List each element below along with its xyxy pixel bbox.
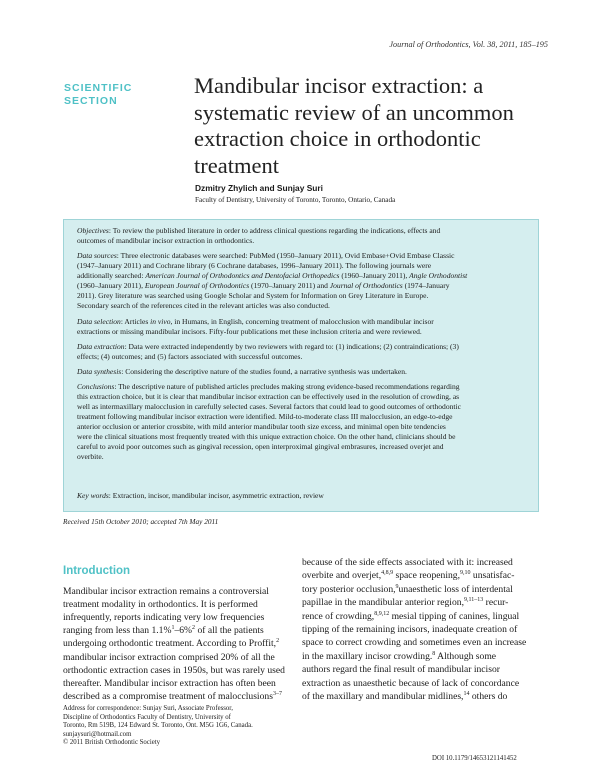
abstract-line: overbite. — [77, 452, 104, 461]
body-line: papillae in the mandibular anterior region,$^{9,11-13}$ recur- — [302, 596, 509, 608]
title-line: treatment — [194, 152, 279, 178]
received-dates: Received 15th October 2010; accepted 7th May 2011 — [63, 517, 219, 526]
body-line: space to correct crowding and sometimes even an increase — [302, 637, 527, 648]
section-label-line: SECTION — [64, 95, 118, 107]
body-line: described as a compromise treatment of malocclusions$^{3-7}$ — [63, 690, 282, 702]
footnote-line: Toronto, Rm 519B, 124 Edward St. Toronto, Ont. M5G 1G6, Canada. — [63, 722, 253, 730]
title-line: systematic review of an uncommon — [194, 99, 514, 125]
journal-citation: Journal of Orthodontics, Vol. 38, 2011, 185–195 — [389, 40, 548, 49]
article-title — [194, 73, 554, 179]
section-label-line: SCIENTIFIC — [64, 82, 133, 94]
abstract-line: Data sources: Three electronic databases were searched: PubMed (1950–January 2011), Ovid Embase+Ovid Embase Classic — [77, 251, 455, 260]
body-line: of the maxillary and mandibular midlines,$^{14}$ others do — [302, 690, 508, 702]
copyright: © 2011 British Orthodontic Society — [63, 739, 161, 747]
body-line: authors regard the final result of mandibular incisor — [302, 664, 500, 675]
body-line: Mandibular incisor extraction remains a controversial — [63, 586, 269, 597]
abstract-line: Data selection: Articles in vivo, in Humans, in English, concerning treatment of malocclusion with mandibular incisor — [77, 317, 434, 326]
abstract-line: Data extraction: Data were extracted independently by two reviewers with regard to: (1) indications; (2) contraindications; (3) — [77, 342, 459, 351]
abstract-line: well as intermaxillary malocclusion in carefully selected cases. Several factors that could lead to good outcomes of orthodontic — [77, 402, 461, 411]
footnote-email: sunjaysuri@hotmail.com — [63, 730, 132, 738]
title-line: extraction choice in orthodontic — [194, 126, 481, 151]
authors: Dzmitry Zhylich and Sunjay Suri — [195, 183, 323, 193]
body-line: in the maxillary incisor crowding.$^8$ Although some — [302, 650, 497, 662]
body-line: tipping of the remaining incisors, inadequate creation of — [302, 624, 518, 635]
body-line: overbite and overjet,$^{4,8,9}$ space reopening,$^{9,10}$ unsatisfac- — [302, 569, 515, 581]
abstract-line: anterior occlusion or anterior crossbite, with mild anterior mandibular tooth size excess, and minimal open bite tendencies — [77, 422, 446, 431]
body-line: extraction as unaesthetic because of lack of concordance — [302, 678, 520, 689]
abstract-line: additionally searched: American Journal of Orthodontics and Dentofacial Orthopedics (1960–January 2011), Angle Orthodontist — [77, 271, 468, 280]
footnote-line: Discipline of Orthodontics Faculty of Dentistry, University of — [63, 713, 231, 721]
abstract-keywords: Key words: Extraction, incisor, mandibular incisor, asymmetric extraction, review — [77, 491, 324, 500]
abstract-line: extractions or missing mandibular incisors. Fifty-four publications met these inclusion criteria and were reviewed. — [77, 327, 422, 336]
body-line: thereafter. Mandibular incisor extraction has often been — [63, 678, 276, 689]
body-line: mandibular incisor extraction comprised 20% of all the — [63, 652, 275, 663]
body-line: because of the side effects associated with it: increased — [302, 557, 513, 568]
abstract-line: 2011). Grey literature was searched using Google Scholar and System for Information on Grey Literature in Europe. — [77, 291, 429, 300]
abstract-line: Conclusions: The descriptive nature of published articles precludes making strong evidence-based recommendations regarding — [77, 382, 460, 391]
abstract-line: careful to avoid poor outcomes such as gingival recession, open interproximal gingival embrasures, increased overjet and — [77, 442, 444, 451]
affiliation: Faculty of Dentistry, University of Toronto, Toronto, Ontario, Canada — [195, 196, 396, 204]
abstract-line: (1960–January 2011), European Journal of Orthodontics (1970–January 2011) and Journal of Orthodontics (1974–January — [77, 281, 450, 290]
body-line: infrequently, reports indicating very low frequencies — [63, 612, 265, 623]
abstract-line: outcomes of mandibular incisor extraction in orthodontics. — [77, 236, 255, 245]
abstract-line: Data synthesis: Considering the descriptive nature of the studies found, a narrative synthesis was undertaken. — [77, 367, 407, 376]
body-line: undergoing orthodontic treatment. According to Proffit,$^2$ — [63, 637, 280, 649]
abstract-line: Objectives: To review the published literature in order to address clinical questions regarding the indications, effects and — [77, 226, 441, 235]
footnote-line: Address for correspondence: Sunjay Suri, Associate Professor, — [63, 705, 233, 712]
body-line: ranging from less than 1.1%$^1$–6%$^2$ of all the patients — [63, 624, 264, 636]
body-line: orthodontic extraction cases in 1950s, but was rarely used — [63, 665, 285, 676]
body-line: treatment modality in orthodontics. It is performed — [63, 599, 258, 610]
abstract-line: were the clinical situations most frequently treated with this unique extraction choice. On the other hand, clinicians should be — [77, 432, 456, 441]
abstract-line: this extraction choice, but it is clear that mandibular incisor extraction can be effectively used in the resolution of crowding, as — [77, 392, 460, 401]
body-line: rence of crowding,$^{8,9,12}$ mesial tipping of canines, lingual — [302, 610, 520, 622]
doi: DOI 10.1179/14653121141452 — [432, 755, 517, 762]
section-heading: Introduction — [63, 565, 131, 577]
body-line: tory posterior occlusion,$^9$unaesthetic loss of interdental — [302, 583, 513, 595]
abstract-line: (1947–January 2011) and Cochrane library (6 Cochrane databases, 1996–January 2011). The following journals were — [77, 261, 432, 270]
correspondence-footnote — [63, 705, 253, 748]
abstract-line: effects; (4) outcomes; and (5) factors associated with successful outcomes. — [77, 352, 303, 361]
title-line: Mandibular incisor extraction: a — [194, 73, 484, 98]
section-label — [64, 82, 174, 108]
abstract-box — [63, 219, 539, 512]
abstract-line: Secondary search of the references cited in the relevant articles was also conducted. — [77, 301, 330, 310]
abstract-line: treatment following mandibular incisor extraction were identified. Mild-to-moderate class III malocclusion, an edge-to-edge — [77, 412, 453, 421]
